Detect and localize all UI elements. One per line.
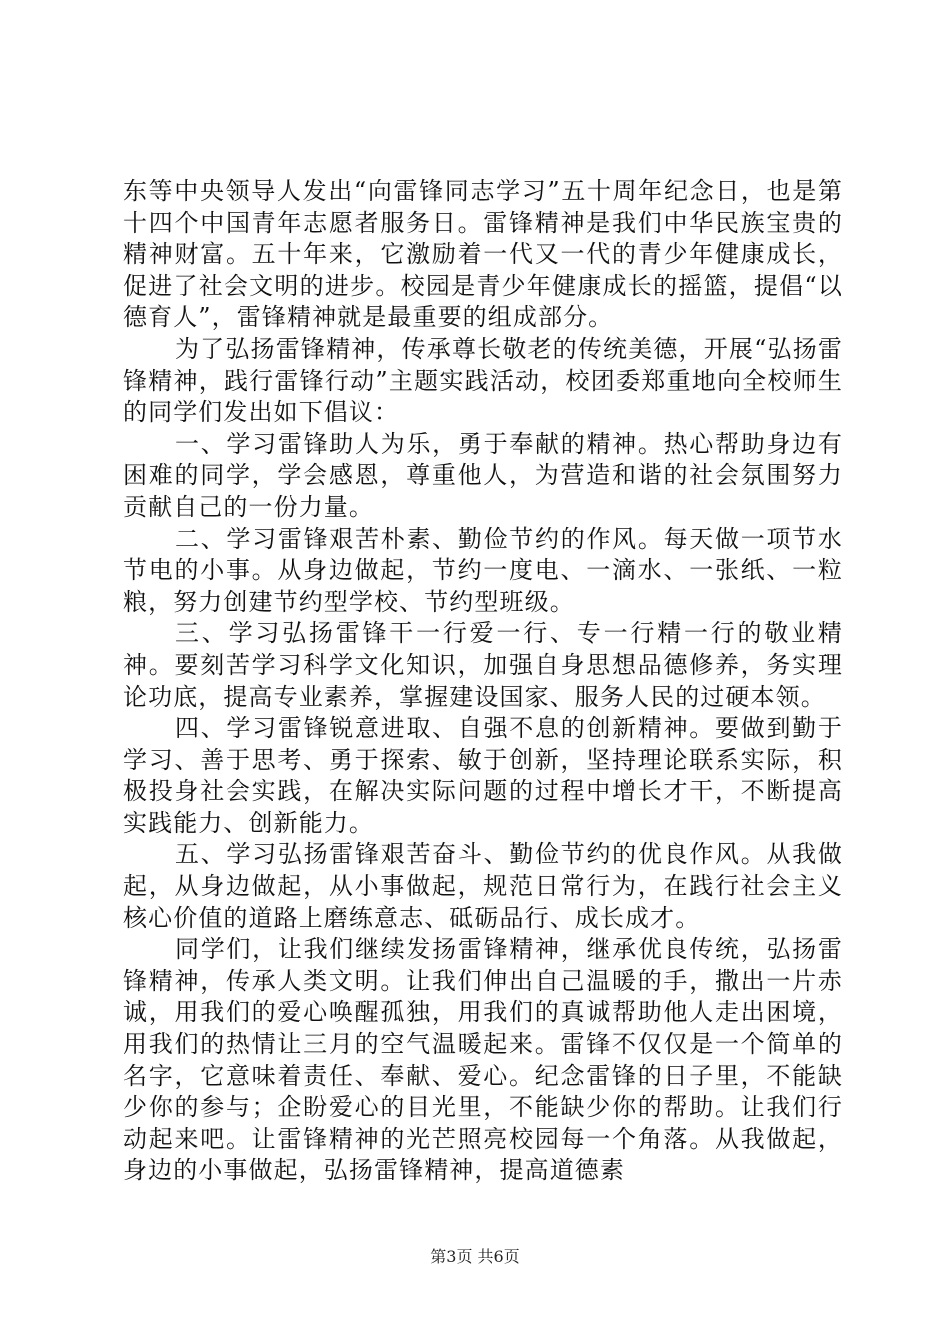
paragraph-3: 一、学习雷锋助人为乐，勇于奉献的精神。热心帮助身边有困难的同学，学会感恩，尊重他人，为营造和谐的社会氛围努力贡献自己的一份力量。 bbox=[123, 429, 843, 521]
paragraph-4: 二、学习雷锋艰苦朴素、勤俭节约的作风。每天做一项节水节电的小事。从身边做起，节约一度电、一滴水、一张纸、一粒粮，努力创建节约型学校、节约型班级。 bbox=[123, 524, 843, 616]
paragraph-2: 为了弘扬雷锋精神，传承尊长敬老的传统美德，开展“弘扬雷锋精神，践行雷锋行动”主题实践活动，校团委郑重地向全校师生的同学们发出如下倡议： bbox=[123, 334, 843, 427]
page-number-label: 第3页 共6页 bbox=[430, 1247, 520, 1266]
paragraph-1: 东等中央领导人发出“向雷锋同志学习”五十周年纪念日，也是第十四个中国青年志愿者服务日。雷锋精神是我们中华民族宝贵的精神财富。五十年来，它激励着一代又一代的青少年健康成长，促进了社会文明的进步。校园是青少年健康成长的摇篮，提倡“以德育人”，雷锋精神就是最重要的组成部分。 bbox=[123, 177, 843, 332]
paragraph-6: 四、学习雷锋锐意进取、自强不息的创新精神。要做到勤于学习、善于思考、勇于探索、敏于创新，坚持理论联系实际，积极投身社会实践，在解决实际问题的过程中增长才干，不断提高实践能力、创新能力。 bbox=[123, 714, 843, 837]
document-body bbox=[123, 176, 843, 1187]
paragraph-8: 同学们，让我们继续发扬雷锋精神，继承优良传统，弘扬雷锋精神，传承人类文明。让我们伸出自己温暖的手，撒出一片赤诚，用我们的爱心唤醒孤独，用我们的真诚帮助他人走出困境，用我们的热情让三月的空气温暖起来。雷锋不仅仅是一个简单的名字，它意味着责任、奉献、爱心。纪念雷锋的日子里，不能缺少你的参与；企盼爱心的目光里，不能缺少你的帮助。让我们行动起来吧。让雷锋精神的光芒照亮校园每一个角落。从我做起，身边的小事做起，弘扬雷锋精神，提高道德素 bbox=[123, 935, 843, 1185]
paragraph-5: 三、学习弘扬雷锋干一行爱一行、专一行精一行的敬业精神。要刻苦学习科学文化知识，加强自身思想品德修养，务实理论功底，提高专业素养，掌握建设国家、服务人民的过硬本领。 bbox=[123, 619, 843, 711]
paragraph-7: 五、学习弘扬雷锋艰苦奋斗、勤俭节约的优良作风。从我做起，从身边做起，从小事做起，规范日常行为，在践行社会主义核心价值的道路上磨练意志、砥砺品行、成长成才。 bbox=[123, 840, 843, 932]
page-footer bbox=[0, 1247, 950, 1267]
